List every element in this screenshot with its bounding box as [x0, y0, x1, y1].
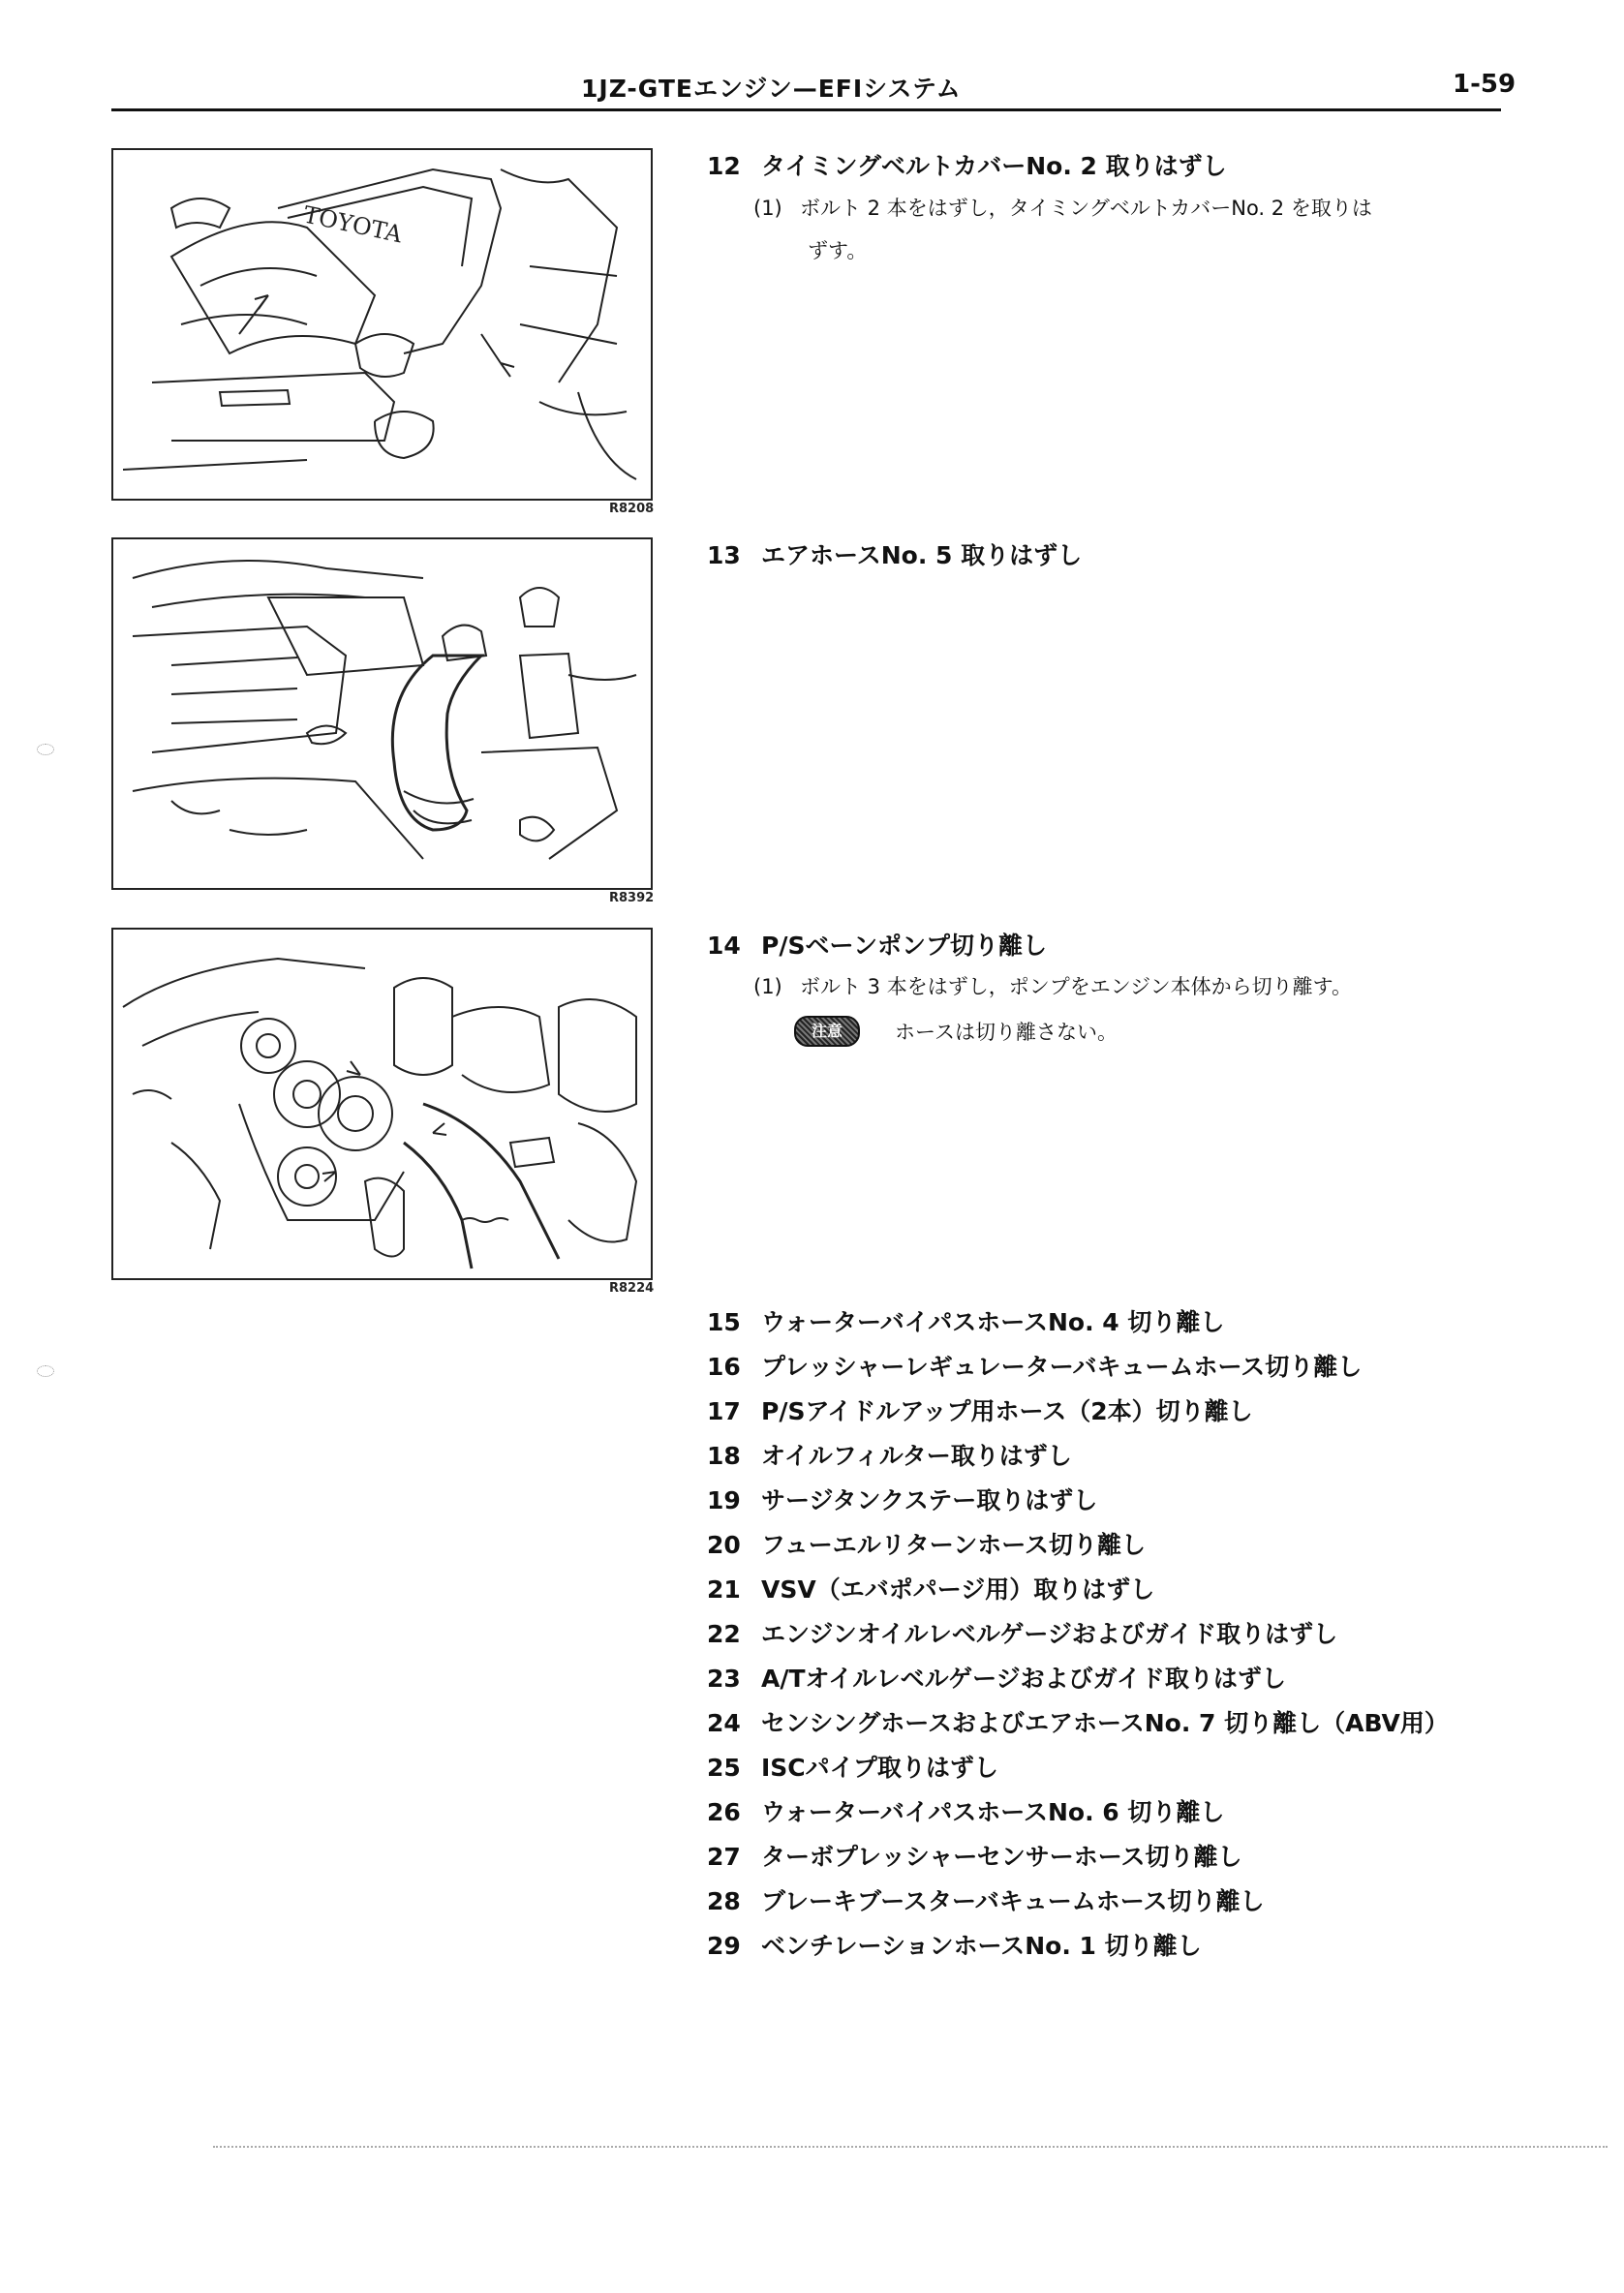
list-item [707, 1749, 1449, 1793]
step-text: P/Sベーンポンプ切り離し [761, 932, 1047, 960]
substep-text: ボルト 3 本をはずし，ポンプをエンジン本体から切り離す。 [800, 975, 1352, 998]
step-number: 14 [707, 932, 741, 960]
step-text: ISCパイプ取りはずし [761, 1754, 998, 1782]
bottom-dotted-rule [213, 2146, 1608, 2148]
step-list [707, 1303, 1449, 1972]
list-item [707, 1660, 1449, 1704]
margin-mark [37, 1365, 54, 1377]
step-number: 29 [707, 1932, 741, 1960]
list-item [707, 1704, 1449, 1749]
list-item [707, 1482, 1449, 1526]
step-text: エアホースNo. 5 取りはずし [761, 541, 1083, 569]
list-item [707, 1392, 1449, 1437]
step-number: 16 [707, 1353, 741, 1381]
step-number: 12 [707, 152, 741, 180]
figure-code: R8224 [609, 1281, 655, 1296]
list-item [707, 1615, 1449, 1660]
step-text: ウォーターバイパスホースNo. 4 切り離し [761, 1308, 1225, 1336]
margin-mark [37, 744, 54, 755]
step-number: 21 [707, 1575, 741, 1604]
step-text: ターボプレッシャーセンサーホース切り離し [761, 1843, 1242, 1871]
step-text: P/Sアイドルアップ用ホース（2本）切り離し [761, 1397, 1253, 1425]
step-text: ウォーターバイパスホースNo. 6 切り離し [761, 1798, 1225, 1826]
section-title: 1JZ-GTEエンジン—EFIシステム [581, 75, 962, 103]
list-item [707, 1882, 1449, 1927]
ps-vane-pump-illustration [113, 930, 651, 1278]
step-number: 15 [707, 1308, 741, 1336]
step-number: 20 [707, 1531, 741, 1559]
substep-number: (1) [753, 975, 782, 998]
step-text: オイルフィルター取りはずし [761, 1442, 1072, 1470]
page-number: 1-59 [1453, 70, 1517, 99]
list-item [707, 1838, 1449, 1882]
substep-text: ボルト 2 本をはずし，タイミングベルトカバーNo. 2 を取りは [800, 197, 1372, 220]
step-number: 26 [707, 1798, 741, 1826]
list-item [707, 1927, 1449, 1972]
step-text: フューエルリターンホース切り離し [761, 1531, 1147, 1559]
step-text: タイミングベルトカバーNo. 2 取りはずし [761, 152, 1227, 180]
step-13-title [707, 536, 1082, 571]
figure-ps-vane-pump [111, 928, 653, 1280]
step-12-substep [753, 187, 1518, 272]
step-number: 24 [707, 1709, 741, 1737]
step-text: プレッシャーレギュレーターバキュームホース切り離し [761, 1353, 1363, 1381]
step-number: 18 [707, 1442, 741, 1470]
substep-text-continued: ずす。 [808, 239, 868, 262]
step-text: ブレーキブースターバキュームホース切り離し [761, 1887, 1265, 1915]
step-14-title [707, 927, 1047, 962]
step-text: A/Tオイルレベルゲージおよびガイド取りはずし [761, 1665, 1286, 1693]
header-rule [111, 108, 1501, 111]
list-item [707, 1793, 1449, 1838]
step-14-substep [753, 965, 1518, 1008]
step-number: 13 [707, 541, 741, 569]
figure-timing-belt-cover [111, 148, 653, 501]
step-number: 28 [707, 1887, 741, 1915]
list-item [707, 1437, 1449, 1482]
step-text: VSV（エバポパージ用）取りはずし [761, 1575, 1155, 1604]
figure-code: R8392 [609, 891, 655, 905]
figure-code: R8208 [609, 502, 655, 516]
list-item [707, 1571, 1449, 1615]
step-text: ベンチレーションホースNo. 1 切り離し [761, 1932, 1202, 1960]
step-text: サージタンクステー取りはずし [761, 1486, 1098, 1514]
step-number: 23 [707, 1665, 741, 1693]
step-number: 22 [707, 1620, 741, 1648]
step-number: 17 [707, 1397, 741, 1425]
timing-belt-cover-illustration [113, 150, 651, 499]
step-number: 19 [707, 1486, 741, 1514]
list-item [707, 1526, 1449, 1571]
list-item [707, 1348, 1449, 1392]
figure-air-hose [111, 537, 653, 890]
step-12-title [707, 147, 1227, 182]
substep-number: (1) [753, 197, 782, 220]
caution-badge: 注意 [794, 1016, 860, 1047]
step-number: 27 [707, 1843, 741, 1871]
air-hose-illustration [113, 539, 651, 888]
step-text: センシングホースおよびエアホースNo. 7 切り離し（ABV用） [761, 1709, 1449, 1737]
list-item [707, 1303, 1449, 1348]
caution-text: ホースは切り離さない。 [895, 1021, 1118, 1044]
step-text: エンジンオイルレベルゲージおよびガイド取りはずし [761, 1620, 1338, 1648]
step-number: 25 [707, 1754, 741, 1782]
caution-note [794, 1016, 1118, 1047]
toyota-logo-text: TOYOTA [300, 200, 405, 249]
